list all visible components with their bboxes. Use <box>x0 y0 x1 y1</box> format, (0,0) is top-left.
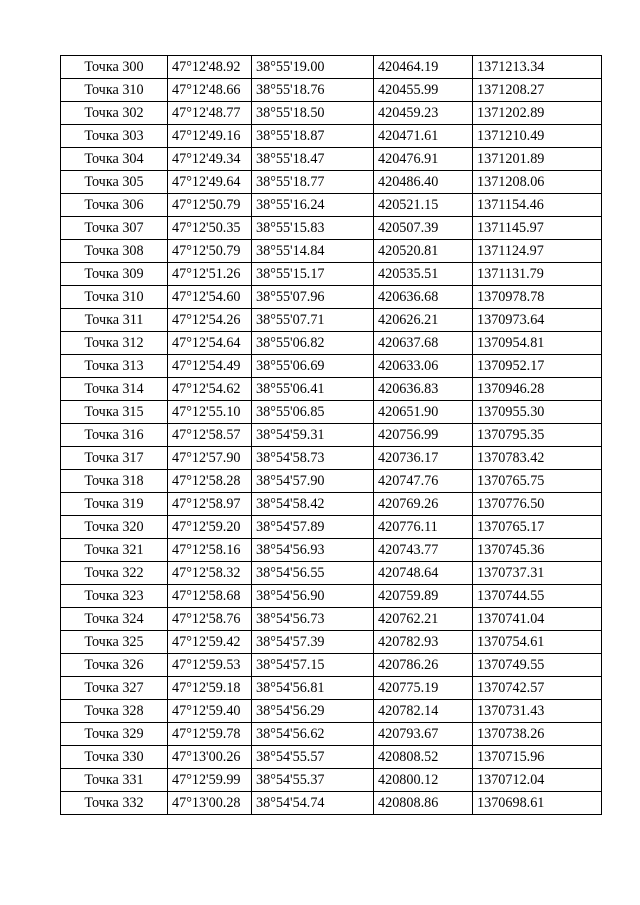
table-row <box>61 585 602 608</box>
x-coordinate-cell: 420769.26 <box>374 493 473 516</box>
y-coordinate-cell: 1371145.97 <box>473 217 602 240</box>
y-coordinate-cell: 1370946.28 <box>473 378 602 401</box>
longitude-cell: 38°55'15.83 <box>252 217 374 240</box>
y-coordinate-cell: 1370955.30 <box>473 401 602 424</box>
table-row <box>61 217 602 240</box>
y-coordinate-cell: 1370744.55 <box>473 585 602 608</box>
x-coordinate-cell: 420756.99 <box>374 424 473 447</box>
point-name-cell: Точка 316 <box>61 424 168 447</box>
x-coordinate-cell: 420748.64 <box>374 562 473 585</box>
table-row <box>61 516 602 539</box>
x-coordinate-cell: 420793.67 <box>374 723 473 746</box>
y-coordinate-cell: 1371131.79 <box>473 263 602 286</box>
latitude-cell: 47°12'54.26 <box>168 309 252 332</box>
y-coordinate-cell: 1370978.78 <box>473 286 602 309</box>
point-name-cell: Точка 310 <box>61 79 168 102</box>
coordinates-table <box>60 55 602 815</box>
table-row <box>61 493 602 516</box>
point-name-cell: Точка 309 <box>61 263 168 286</box>
table-row <box>61 562 602 585</box>
latitude-cell: 47°12'58.57 <box>168 424 252 447</box>
table-row <box>61 56 602 79</box>
latitude-cell: 47°12'54.64 <box>168 332 252 355</box>
x-coordinate-cell: 420476.91 <box>374 148 473 171</box>
latitude-cell: 47°12'58.76 <box>168 608 252 631</box>
x-coordinate-cell: 420486.40 <box>374 171 473 194</box>
longitude-cell: 38°54'55.37 <box>252 769 374 792</box>
latitude-cell: 47°12'55.10 <box>168 401 252 424</box>
point-name-cell: Точка 315 <box>61 401 168 424</box>
latitude-cell: 47°12'48.77 <box>168 102 252 125</box>
table-row <box>61 102 602 125</box>
longitude-cell: 38°54'58.73 <box>252 447 374 470</box>
table-row <box>61 424 602 447</box>
longitude-cell: 38°55'06.69 <box>252 355 374 378</box>
table-row <box>61 79 602 102</box>
table-row <box>61 677 602 700</box>
x-coordinate-cell: 420455.99 <box>374 79 473 102</box>
x-coordinate-cell: 420782.14 <box>374 700 473 723</box>
x-coordinate-cell: 420808.52 <box>374 746 473 769</box>
point-name-cell: Точка 305 <box>61 171 168 194</box>
point-name-cell: Точка 319 <box>61 493 168 516</box>
y-coordinate-cell: 1370745.36 <box>473 539 602 562</box>
x-coordinate-cell: 420776.11 <box>374 516 473 539</box>
x-coordinate-cell: 420636.83 <box>374 378 473 401</box>
table-row <box>61 654 602 677</box>
longitude-cell: 38°54'55.57 <box>252 746 374 769</box>
longitude-cell: 38°55'18.77 <box>252 171 374 194</box>
x-coordinate-cell: 420459.23 <box>374 102 473 125</box>
latitude-cell: 47°13'00.28 <box>168 792 252 815</box>
x-coordinate-cell: 420520.81 <box>374 240 473 263</box>
x-coordinate-cell: 420535.51 <box>374 263 473 286</box>
table-row <box>61 539 602 562</box>
longitude-cell: 38°55'14.84 <box>252 240 374 263</box>
longitude-cell: 38°54'58.42 <box>252 493 374 516</box>
y-coordinate-cell: 1370783.42 <box>473 447 602 470</box>
latitude-cell: 47°12'59.99 <box>168 769 252 792</box>
point-name-cell: Точка 325 <box>61 631 168 654</box>
coordinates-table-body <box>61 56 602 815</box>
table-row <box>61 263 602 286</box>
latitude-cell: 47°12'59.20 <box>168 516 252 539</box>
latitude-cell: 47°12'54.49 <box>168 355 252 378</box>
longitude-cell: 38°54'57.39 <box>252 631 374 654</box>
point-name-cell: Точка 329 <box>61 723 168 746</box>
table-row <box>61 355 602 378</box>
table-row <box>61 286 602 309</box>
x-coordinate-cell: 420471.61 <box>374 125 473 148</box>
point-name-cell: Точка 304 <box>61 148 168 171</box>
table-row <box>61 746 602 769</box>
x-coordinate-cell: 420626.21 <box>374 309 473 332</box>
y-coordinate-cell: 1370795.35 <box>473 424 602 447</box>
y-coordinate-cell: 1371208.06 <box>473 171 602 194</box>
longitude-cell: 38°54'56.93 <box>252 539 374 562</box>
point-name-cell: Точка 302 <box>61 102 168 125</box>
table-row <box>61 700 602 723</box>
y-coordinate-cell: 1371201.89 <box>473 148 602 171</box>
point-name-cell: Точка 313 <box>61 355 168 378</box>
longitude-cell: 38°55'18.50 <box>252 102 374 125</box>
y-coordinate-cell: 1371202.89 <box>473 102 602 125</box>
latitude-cell: 47°12'48.92 <box>168 56 252 79</box>
y-coordinate-cell: 1370765.17 <box>473 516 602 539</box>
x-coordinate-cell: 420651.90 <box>374 401 473 424</box>
latitude-cell: 47°12'54.62 <box>168 378 252 401</box>
point-name-cell: Точка 326 <box>61 654 168 677</box>
point-name-cell: Точка 327 <box>61 677 168 700</box>
y-coordinate-cell: 1370952.17 <box>473 355 602 378</box>
longitude-cell: 38°55'07.96 <box>252 286 374 309</box>
y-coordinate-cell: 1370698.61 <box>473 792 602 815</box>
table-row <box>61 171 602 194</box>
longitude-cell: 38°54'57.15 <box>252 654 374 677</box>
latitude-cell: 47°12'59.78 <box>168 723 252 746</box>
y-coordinate-cell: 1371213.34 <box>473 56 602 79</box>
y-coordinate-cell: 1370731.43 <box>473 700 602 723</box>
x-coordinate-cell: 420759.89 <box>374 585 473 608</box>
table-row <box>61 309 602 332</box>
table-row <box>61 447 602 470</box>
y-coordinate-cell: 1371208.27 <box>473 79 602 102</box>
latitude-cell: 47°12'58.28 <box>168 470 252 493</box>
x-coordinate-cell: 420762.21 <box>374 608 473 631</box>
latitude-cell: 47°12'50.79 <box>168 240 252 263</box>
point-name-cell: Точка 322 <box>61 562 168 585</box>
latitude-cell: 47°12'54.60 <box>168 286 252 309</box>
longitude-cell: 38°55'16.24 <box>252 194 374 217</box>
table-row <box>61 332 602 355</box>
y-coordinate-cell: 1370954.81 <box>473 332 602 355</box>
point-name-cell: Точка 307 <box>61 217 168 240</box>
point-name-cell: Точка 312 <box>61 332 168 355</box>
longitude-cell: 38°55'07.71 <box>252 309 374 332</box>
x-coordinate-cell: 420736.17 <box>374 447 473 470</box>
point-name-cell: Точка 317 <box>61 447 168 470</box>
x-coordinate-cell: 420633.06 <box>374 355 473 378</box>
latitude-cell: 47°12'59.53 <box>168 654 252 677</box>
x-coordinate-cell: 420800.12 <box>374 769 473 792</box>
table-row <box>61 378 602 401</box>
longitude-cell: 38°55'06.85 <box>252 401 374 424</box>
table-row <box>61 723 602 746</box>
point-name-cell: Точка 308 <box>61 240 168 263</box>
longitude-cell: 38°55'06.41 <box>252 378 374 401</box>
y-coordinate-cell: 1370738.26 <box>473 723 602 746</box>
point-name-cell: Точка 314 <box>61 378 168 401</box>
point-name-cell: Точка 328 <box>61 700 168 723</box>
y-coordinate-cell: 1370749.55 <box>473 654 602 677</box>
point-name-cell: Точка 320 <box>61 516 168 539</box>
y-coordinate-cell: 1370765.75 <box>473 470 602 493</box>
y-coordinate-cell: 1370776.50 <box>473 493 602 516</box>
x-coordinate-cell: 420747.76 <box>374 470 473 493</box>
longitude-cell: 38°54'56.73 <box>252 608 374 631</box>
y-coordinate-cell: 1370715.96 <box>473 746 602 769</box>
y-coordinate-cell: 1370973.64 <box>473 309 602 332</box>
latitude-cell: 47°12'49.16 <box>168 125 252 148</box>
x-coordinate-cell: 420782.93 <box>374 631 473 654</box>
longitude-cell: 38°55'15.17 <box>252 263 374 286</box>
y-coordinate-cell: 1370754.61 <box>473 631 602 654</box>
latitude-cell: 47°12'50.79 <box>168 194 252 217</box>
table-row <box>61 608 602 631</box>
latitude-cell: 47°12'49.34 <box>168 148 252 171</box>
y-coordinate-cell: 1370712.04 <box>473 769 602 792</box>
point-name-cell: Точка 310 <box>61 286 168 309</box>
table-row <box>61 148 602 171</box>
point-name-cell: Точка 321 <box>61 539 168 562</box>
table-row <box>61 125 602 148</box>
latitude-cell: 47°12'58.16 <box>168 539 252 562</box>
latitude-cell: 47°12'58.97 <box>168 493 252 516</box>
y-coordinate-cell: 1370741.04 <box>473 608 602 631</box>
y-coordinate-cell: 1371210.49 <box>473 125 602 148</box>
longitude-cell: 38°55'19.00 <box>252 56 374 79</box>
x-coordinate-cell: 420507.39 <box>374 217 473 240</box>
point-name-cell: Точка 332 <box>61 792 168 815</box>
latitude-cell: 47°12'57.90 <box>168 447 252 470</box>
y-coordinate-cell: 1371154.46 <box>473 194 602 217</box>
y-coordinate-cell: 1370742.57 <box>473 677 602 700</box>
longitude-cell: 38°54'54.74 <box>252 792 374 815</box>
latitude-cell: 47°12'59.40 <box>168 700 252 723</box>
longitude-cell: 38°55'18.47 <box>252 148 374 171</box>
point-name-cell: Точка 303 <box>61 125 168 148</box>
latitude-cell: 47°12'48.66 <box>168 79 252 102</box>
latitude-cell: 47°12'50.35 <box>168 217 252 240</box>
longitude-cell: 38°54'56.62 <box>252 723 374 746</box>
latitude-cell: 47°12'51.26 <box>168 263 252 286</box>
table-row <box>61 792 602 815</box>
longitude-cell: 38°54'56.81 <box>252 677 374 700</box>
longitude-cell: 38°54'56.29 <box>252 700 374 723</box>
table-row <box>61 401 602 424</box>
longitude-cell: 38°54'59.31 <box>252 424 374 447</box>
point-name-cell: Точка 331 <box>61 769 168 792</box>
x-coordinate-cell: 420464.19 <box>374 56 473 79</box>
latitude-cell: 47°12'58.32 <box>168 562 252 585</box>
longitude-cell: 38°54'57.90 <box>252 470 374 493</box>
latitude-cell: 47°12'59.18 <box>168 677 252 700</box>
longitude-cell: 38°55'06.82 <box>252 332 374 355</box>
x-coordinate-cell: 420636.68 <box>374 286 473 309</box>
longitude-cell: 38°54'56.55 <box>252 562 374 585</box>
x-coordinate-cell: 420808.86 <box>374 792 473 815</box>
table-row <box>61 470 602 493</box>
point-name-cell: Точка 330 <box>61 746 168 769</box>
table-row <box>61 240 602 263</box>
point-name-cell: Точка 318 <box>61 470 168 493</box>
table-row <box>61 631 602 654</box>
table-row <box>61 194 602 217</box>
y-coordinate-cell: 1371124.97 <box>473 240 602 263</box>
point-name-cell: Точка 324 <box>61 608 168 631</box>
longitude-cell: 38°55'18.87 <box>252 125 374 148</box>
point-name-cell: Точка 306 <box>61 194 168 217</box>
point-name-cell: Точка 311 <box>61 309 168 332</box>
point-name-cell: Точка 323 <box>61 585 168 608</box>
latitude-cell: 47°12'49.64 <box>168 171 252 194</box>
table-row <box>61 769 602 792</box>
longitude-cell: 38°54'57.89 <box>252 516 374 539</box>
x-coordinate-cell: 420775.19 <box>374 677 473 700</box>
latitude-cell: 47°13'00.26 <box>168 746 252 769</box>
x-coordinate-cell: 420521.15 <box>374 194 473 217</box>
longitude-cell: 38°55'18.76 <box>252 79 374 102</box>
y-coordinate-cell: 1370737.31 <box>473 562 602 585</box>
point-name-cell: Точка 300 <box>61 56 168 79</box>
x-coordinate-cell: 420786.26 <box>374 654 473 677</box>
latitude-cell: 47°12'59.42 <box>168 631 252 654</box>
x-coordinate-cell: 420637.68 <box>374 332 473 355</box>
longitude-cell: 38°54'56.90 <box>252 585 374 608</box>
x-coordinate-cell: 420743.77 <box>374 539 473 562</box>
latitude-cell: 47°12'58.68 <box>168 585 252 608</box>
